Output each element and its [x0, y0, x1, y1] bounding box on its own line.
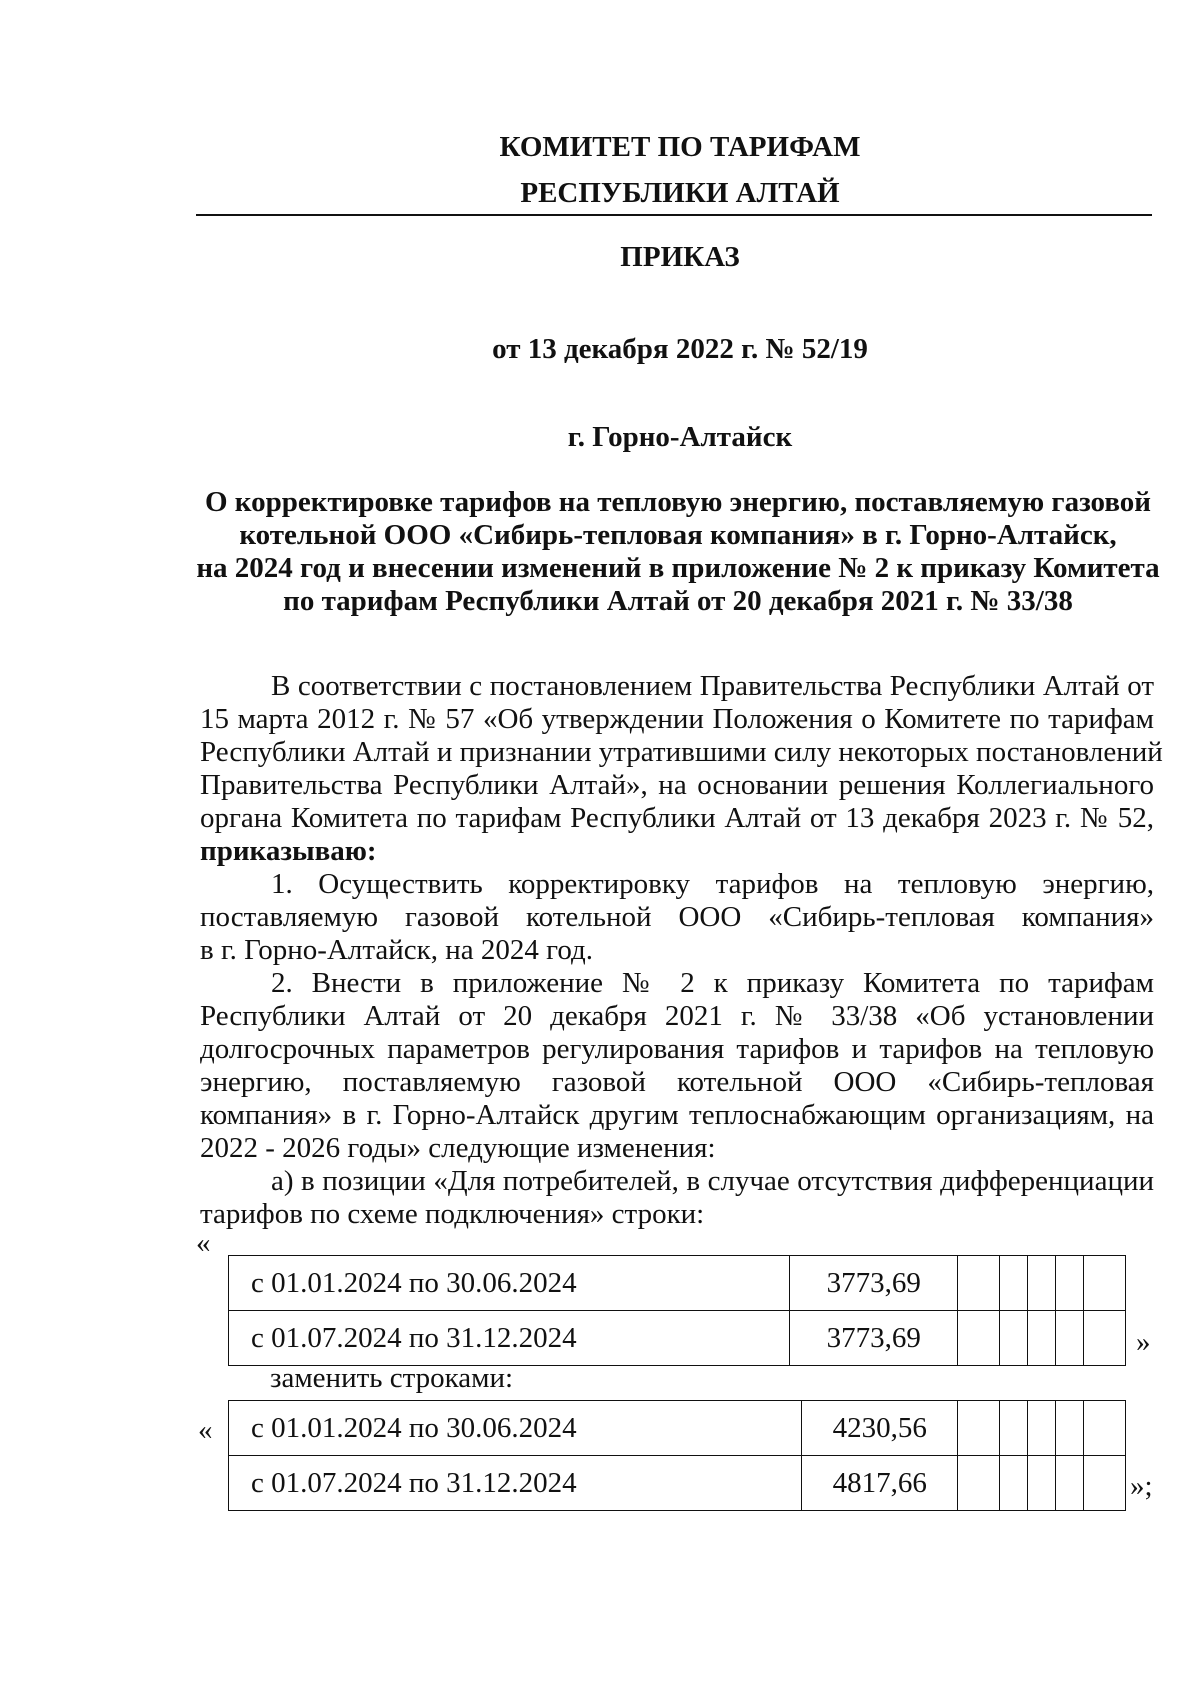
doc-title [196, 486, 1160, 618]
empty-cell [958, 1401, 1000, 1456]
title-line: по тарифам Республики Алтай от 20 декабря 2021 г. № 33/38 [283, 585, 1073, 617]
empty-cell [1000, 1456, 1028, 1511]
quote-close-new: »; [1130, 1470, 1153, 1502]
empty-cell [1028, 1401, 1056, 1456]
value-cell: 3773,69 [790, 1311, 958, 1366]
table-row [229, 1256, 1126, 1311]
header-rule [196, 214, 1152, 216]
replace-text: заменить строками: [270, 1362, 514, 1394]
empty-cell [1028, 1456, 1056, 1511]
empty-cell [1056, 1311, 1084, 1366]
empty-cell [958, 1311, 1000, 1366]
doc-date-number: от 13 декабря 2022 г. № 52/19 [492, 333, 868, 365]
empty-cell [1000, 1311, 1028, 1366]
empty-cell [1056, 1256, 1084, 1311]
empty-cell [1084, 1456, 1126, 1511]
preamble-line: Республики Алтай и признании утратившими силу некоторых постановлений [200, 736, 1163, 768]
empty-cell [1028, 1256, 1056, 1311]
new-rows-table [228, 1400, 1126, 1511]
period-cell: с 01.07.2024 по 31.12.2024 [229, 1456, 802, 1511]
empty-cell [1000, 1401, 1028, 1456]
empty-cell [1028, 1311, 1056, 1366]
period-cell: с 01.07.2024 по 31.12.2024 [229, 1311, 790, 1366]
empty-cell [958, 1456, 1000, 1511]
quote-open-old: « [196, 1227, 211, 1259]
empty-cell [1084, 1311, 1126, 1366]
item1-line: поставляемую газовой котельной ООО «Сибирь-тепловая компания» [200, 901, 1154, 933]
empty-cell [1084, 1256, 1126, 1311]
preamble [200, 670, 1163, 868]
item2a-line: тарифов по схеме подключения» строки: [200, 1198, 705, 1230]
quote-close-old: » [1136, 1326, 1151, 1358]
empty-cell [1000, 1256, 1028, 1311]
item1-line: в г. Горно-Алтайск, на 2024 год. [200, 934, 593, 966]
old-rows-table [228, 1255, 1126, 1366]
table-row [229, 1401, 1126, 1456]
order-word: приказываю: [200, 835, 377, 867]
quote-open-new: « [198, 1414, 213, 1446]
doc-city: г. Горно-Алтайск [567, 421, 793, 453]
empty-cell [958, 1256, 1000, 1311]
period-cell: с 01.01.2024 по 30.06.2024 [229, 1256, 790, 1311]
preamble-line: Правительства Республики Алтай», на основании решения Коллегиального [200, 769, 1154, 801]
item-1 [200, 868, 1154, 967]
org-name-line2: РЕСПУБЛИКИ АЛТАЙ [520, 177, 840, 209]
doc-type: ПРИКАЗ [620, 241, 740, 273]
item2-line: 2022 - 2026 годы» следующие изменения: [200, 1132, 716, 1164]
item2-line: долгосрочных параметров регулирования тарифов и тарифов на тепловую [200, 1033, 1154, 1065]
empty-cell [1084, 1401, 1126, 1456]
title-line: на 2024 год и внесении изменений в приложение № 2 к приказу Комитета [196, 552, 1160, 584]
period-cell: с 01.01.2024 по 30.06.2024 [229, 1401, 802, 1456]
item2-line: компания» в г. Горно-Алтайск другим теплоснабжающим организациям, на [200, 1099, 1154, 1131]
item-2 [200, 967, 1154, 1231]
empty-cell [1056, 1456, 1084, 1511]
item2-line: 2. Внести в приложение № 2 к приказу Комитета по тарифам [271, 967, 1154, 999]
value-cell: 4817,66 [802, 1456, 958, 1511]
item2-line: Республики Алтай от 20 декабря 2021 г. № 33/38 «Об установлении [200, 1000, 1154, 1032]
item2a-line: а) в позиции «Для потребителей, в случае отсутствия дифференциации [271, 1165, 1154, 1197]
preamble-line: В соответствии с постановлением Правительства Республики Алтай от [271, 670, 1154, 702]
preamble-line: 15 марта 2012 г. № 57 «Об утверждении Положения о Комитете по тарифам [200, 703, 1154, 735]
org-name-line1: КОМИТЕТ ПО ТАРИФАМ [499, 131, 861, 163]
item2-line: энергию, поставляемую газовой котельной ООО «Сибирь-тепловая [200, 1066, 1154, 1098]
value-cell: 4230,56 [802, 1401, 958, 1456]
value-cell: 3773,69 [790, 1256, 958, 1311]
title-line: О корректировке тарифов на тепловую энергию, поставляемую газовой [204, 486, 1152, 518]
table-row [229, 1456, 1126, 1511]
table-row [229, 1311, 1126, 1366]
title-line: котельной ООО «Сибирь-тепловая компания» в г. Горно-Алтайск, [239, 519, 1117, 551]
preamble-line: органа Комитета по тарифам Республики Алтай от 13 декабря 2023 г. № 52, [200, 802, 1154, 834]
item1-line: 1. Осуществить корректировку тарифов на тепловую энергию, [271, 868, 1154, 900]
empty-cell [1056, 1401, 1084, 1456]
